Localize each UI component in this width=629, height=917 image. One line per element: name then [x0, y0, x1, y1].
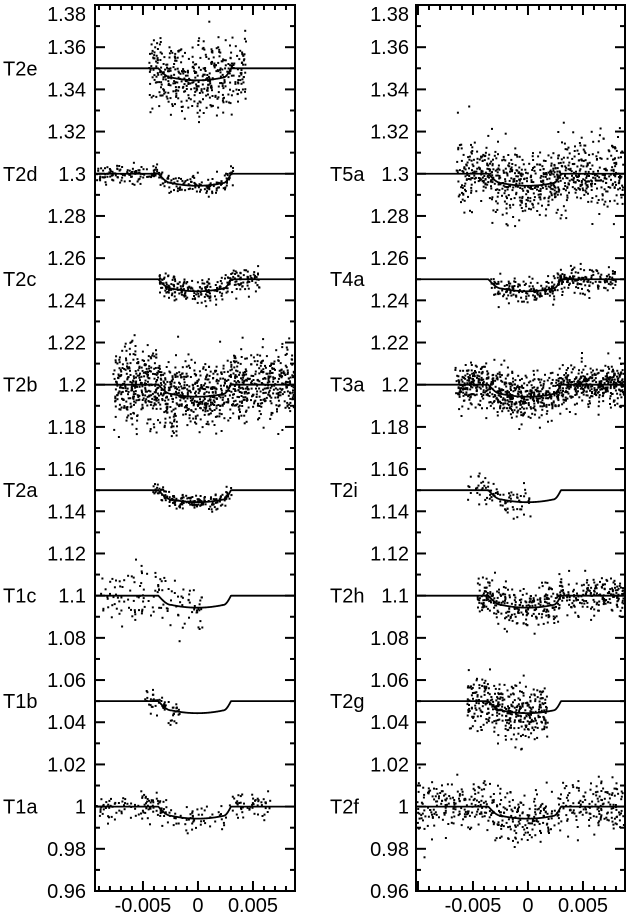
series-label-t2a: T2a — [3, 480, 38, 503]
y-tick-label: 1 — [74, 796, 86, 819]
model-curve-t2c — [95, 279, 295, 291]
y-tick-label: 1.2 — [58, 374, 86, 397]
scatter-points-t2i — [467, 473, 531, 520]
right-panel-border — [416, 5, 625, 891]
x-tick-label: 0 — [522, 895, 534, 917]
y-tick-label: 1 — [397, 796, 409, 819]
scatter-points-t3a — [454, 352, 625, 430]
series-label-t2h: T2h — [330, 585, 365, 608]
series-label-t4a: T4a — [330, 269, 365, 292]
y-tick-label: 1.12 — [47, 543, 86, 566]
y-tick-label: 0.98 — [47, 838, 86, 861]
x-tick-label: 0.005 — [227, 895, 279, 917]
series-label-t3a: T3a — [330, 374, 365, 397]
series-label-t1c: T1c — [3, 585, 37, 608]
y-tick-label: 1.02 — [47, 754, 86, 777]
series-label-t1a: T1a — [3, 796, 38, 819]
y-tick-label: 0.96 — [370, 881, 409, 903]
x-tick-label: 0 — [192, 895, 204, 917]
scatter-points-t5a — [456, 106, 625, 228]
scatter-points-t2b — [112, 334, 295, 438]
y-tick-label: 1.24 — [47, 290, 86, 313]
scatter-points-t2e — [148, 21, 247, 123]
y-tick-label: 1.36 — [370, 37, 409, 60]
y-tick-label: 1.28 — [370, 205, 409, 228]
left-panel-border — [95, 5, 295, 891]
y-tick-label: 1.2 — [381, 374, 409, 397]
series-label-t2b: T2b — [3, 374, 38, 397]
series-label-t2c: T2c — [3, 269, 37, 292]
model-curve-t1b — [95, 701, 295, 713]
y-tick-label: 1.32 — [47, 121, 86, 144]
y-tick-label: 1.12 — [370, 543, 409, 566]
y-tick-label: 1.18 — [47, 416, 86, 439]
series-label-t2e: T2e — [3, 58, 38, 81]
scatter-points-t1c — [100, 559, 203, 643]
scatter-points-t1b — [144, 689, 180, 726]
y-tick-label: 1.08 — [370, 627, 409, 650]
y-tick-label: 1.06 — [47, 670, 86, 693]
y-tick-label: 1.26 — [47, 248, 86, 271]
y-tick-label: 1.16 — [47, 459, 86, 482]
scatter-points-t2c — [159, 265, 261, 307]
y-tick-label: 1.28 — [47, 205, 86, 228]
y-tick-label: 1.08 — [47, 627, 86, 650]
y-tick-label: 1.26 — [370, 248, 409, 271]
y-tick-label: 1.32 — [370, 121, 409, 144]
series-label-t2d: T2d — [3, 163, 38, 186]
y-tick-label: 1.24 — [370, 290, 409, 313]
scatter-points-t2h — [477, 570, 625, 635]
x-tick-label: -0.005 — [114, 895, 172, 917]
y-tick-label: 1.18 — [370, 416, 409, 439]
right-panel — [330, 4, 625, 917]
y-tick-label: 1.3 — [58, 163, 86, 186]
y-tick-label: 0.98 — [370, 838, 409, 861]
scatter-points-t2g — [467, 668, 549, 750]
y-tick-label: 1.36 — [47, 37, 86, 60]
y-tick-label: 1.04 — [370, 712, 409, 735]
x-tick-label: -0.005 — [444, 895, 502, 917]
y-tick-label: 1.02 — [370, 754, 409, 777]
y-tick-label: 1.1 — [381, 585, 409, 608]
y-tick-label: 0.96 — [47, 881, 86, 903]
series-label-t2f: T2f — [330, 796, 359, 819]
y-tick-label: 1.14 — [370, 501, 409, 524]
y-tick-label: 1.38 — [47, 4, 86, 26]
scatter-points-t4a — [490, 263, 617, 308]
y-tick-label: 1.22 — [370, 332, 409, 355]
y-tick-label: 1.38 — [370, 4, 409, 26]
y-tick-label: 1.3 — [381, 163, 409, 186]
series-label-t1b: T1b — [3, 691, 38, 714]
series-label-t2g: T2g — [330, 691, 365, 714]
y-tick-label: 1.16 — [370, 459, 409, 482]
x-tick-label: 0.005 — [557, 895, 609, 917]
scatter-points-t2a — [152, 483, 232, 513]
y-tick-label: 1.22 — [47, 332, 86, 355]
y-tick-label: 1.1 — [58, 585, 86, 608]
y-tick-label: 1.04 — [47, 712, 86, 735]
y-tick-label: 1.06 — [370, 670, 409, 693]
y-tick-label: 1.14 — [47, 501, 86, 524]
series-label-t2i: T2i — [330, 480, 358, 503]
left-panel — [3, 4, 295, 917]
series-label-t5a: T5a — [330, 163, 365, 186]
scatter-points-t2f — [417, 767, 625, 859]
y-tick-label: 1.34 — [47, 79, 86, 102]
scatter-points-t1a — [96, 790, 271, 834]
y-tick-label: 1.34 — [370, 79, 409, 102]
